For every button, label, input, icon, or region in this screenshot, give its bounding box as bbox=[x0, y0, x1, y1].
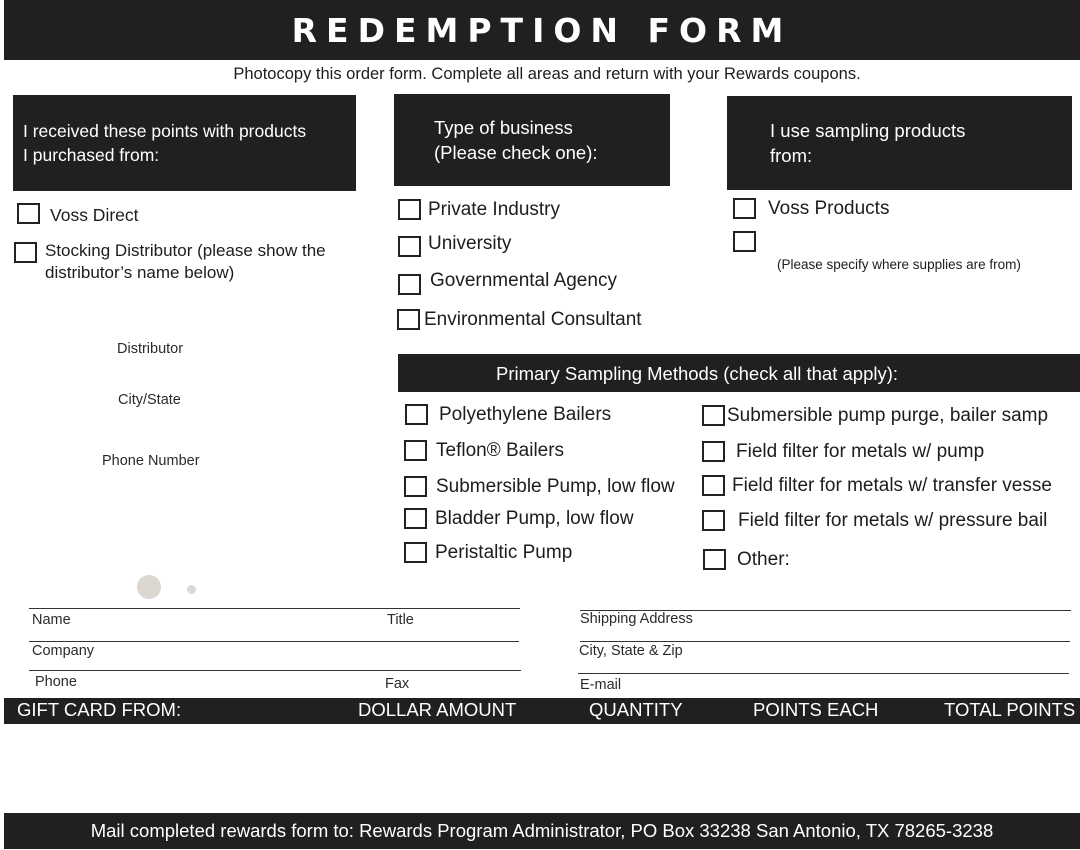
method-submersible-pump[interactable] bbox=[404, 476, 675, 498]
form-instructions: Photocopy this order form. Complete all areas and return with your Rewards coupons. bbox=[233, 65, 861, 83]
mail-to-text: Mail completed rewards form to: Rewards Program Administrator, PO Box 33238 San Antonio, TX 78265-3238 bbox=[90, 820, 994, 841]
method-field-filter-pump[interactable] bbox=[702, 441, 984, 463]
name-field[interactable]: Name bbox=[32, 612, 71, 628]
option-stocking-distributor[interactable] bbox=[14, 240, 326, 284]
option-private-industry[interactable] bbox=[398, 199, 560, 221]
option-label: Peristaltic Pump bbox=[435, 542, 573, 563]
method-teflon-bailers[interactable] bbox=[404, 440, 564, 462]
checkbox[interactable] bbox=[397, 309, 420, 330]
option-label: Environmental Consultant bbox=[424, 309, 642, 330]
field-rule bbox=[29, 608, 520, 609]
method-field-filter-pressure[interactable] bbox=[702, 510, 1047, 532]
company-field[interactable]: Company bbox=[32, 643, 95, 659]
column-quantity: QUANTITY bbox=[589, 699, 683, 720]
option-label: Field filter for metals w/ transfer vesse bbox=[732, 475, 1052, 496]
field-rule bbox=[578, 673, 1069, 674]
business-type-header-text: Type of business (Please check one): bbox=[434, 117, 598, 163]
checkbox[interactable] bbox=[14, 242, 37, 263]
distributor-label[interactable]: Distributor bbox=[117, 341, 184, 357]
form-title: REDEMPTION FORM bbox=[291, 10, 793, 50]
checkbox[interactable] bbox=[702, 475, 725, 496]
checkbox[interactable] bbox=[404, 440, 427, 461]
checkbox[interactable] bbox=[702, 441, 725, 462]
method-field-filter-transfer[interactable] bbox=[702, 475, 1052, 497]
option-label: University bbox=[428, 233, 512, 254]
option-other-source[interactable] bbox=[733, 231, 766, 252]
column-points-each: POINTS EACH bbox=[753, 699, 879, 720]
option-voss-direct[interactable] bbox=[17, 203, 139, 226]
option-label: Stocking Distributor (please show the distributor’s name below) bbox=[45, 241, 326, 282]
method-peristaltic-pump[interactable] bbox=[404, 542, 572, 564]
stain-mark bbox=[137, 575, 161, 599]
option-label: Other: bbox=[737, 549, 790, 570]
business-type-header bbox=[394, 94, 670, 186]
checkbox[interactable] bbox=[703, 549, 726, 570]
checkbox[interactable] bbox=[404, 542, 427, 563]
checkbox[interactable] bbox=[398, 274, 421, 295]
option-governmental-agency[interactable] bbox=[398, 270, 617, 295]
checkbox[interactable] bbox=[702, 510, 725, 531]
option-label: Teflon® Bailers bbox=[436, 440, 565, 461]
received-from-header bbox=[13, 95, 356, 191]
method-other[interactable] bbox=[703, 549, 790, 571]
field-rule bbox=[29, 670, 521, 671]
checkbox[interactable] bbox=[733, 198, 756, 219]
column-gift-card-from: GIFT CARD FROM: bbox=[17, 699, 182, 720]
phone-number-label[interactable]: Phone Number bbox=[102, 453, 200, 469]
option-label: Field filter for metals w/ pump bbox=[736, 441, 985, 462]
option-label: Field filter for metals w/ pressure bail bbox=[738, 510, 1048, 531]
field-rule bbox=[29, 641, 519, 642]
shipping-address-field[interactable]: Shipping Address bbox=[580, 611, 693, 627]
stain-mark bbox=[187, 585, 196, 594]
checkbox[interactable] bbox=[702, 405, 725, 426]
option-voss-products[interactable] bbox=[733, 198, 889, 220]
sampling-source-header bbox=[727, 96, 1072, 190]
option-environmental-consultant[interactable] bbox=[397, 309, 642, 331]
city-state-label[interactable]: City/State bbox=[118, 392, 181, 408]
method-purge-bailer[interactable] bbox=[702, 405, 1048, 427]
option-label: Voss Products bbox=[768, 198, 890, 219]
field-rule bbox=[580, 641, 1070, 642]
methods-header bbox=[398, 354, 1080, 392]
checkbox[interactable] bbox=[398, 236, 421, 257]
email-field[interactable]: E-mail bbox=[580, 677, 622, 693]
option-label: Private Industry bbox=[428, 199, 560, 220]
option-label: Submersible Pump, low flow bbox=[436, 476, 675, 497]
option-label: Submersible pump purge, bailer samp bbox=[727, 405, 1049, 426]
phone-field[interactable]: Phone bbox=[35, 674, 77, 690]
checkbox[interactable] bbox=[733, 231, 756, 252]
checkbox[interactable] bbox=[398, 199, 421, 220]
checkbox[interactable] bbox=[404, 508, 427, 529]
option-label: Governmental Agency bbox=[430, 270, 617, 291]
option-university[interactable] bbox=[398, 233, 511, 257]
option-label: Bladder Pump, low flow bbox=[435, 508, 634, 529]
specify-note: (Please specify where supplies are from) bbox=[777, 257, 1021, 272]
form-title-bar bbox=[4, 0, 1080, 60]
fax-field[interactable]: Fax bbox=[385, 676, 410, 692]
methods-header-text: Primary Sampling Methods (check all that apply): bbox=[496, 362, 899, 384]
city-state-zip-field[interactable]: City, State & Zip bbox=[579, 643, 683, 659]
gift-card-table-header bbox=[4, 698, 1080, 724]
method-polyethylene-bailers[interactable] bbox=[405, 404, 611, 426]
column-total-points: TOTAL POINTS bbox=[944, 699, 1076, 720]
checkbox[interactable] bbox=[17, 203, 40, 224]
mail-to-footer bbox=[4, 813, 1080, 849]
option-label: Voss Direct bbox=[50, 205, 139, 225]
sampling-source-header-text: I use sampling products from: bbox=[770, 120, 966, 166]
checkbox[interactable] bbox=[405, 404, 428, 425]
title-field[interactable]: Title bbox=[387, 612, 414, 628]
gift-card-table-body[interactable] bbox=[4, 724, 1080, 812]
column-dollar-amount: DOLLAR AMOUNT bbox=[358, 699, 517, 720]
checkbox[interactable] bbox=[404, 476, 427, 497]
method-bladder-pump[interactable] bbox=[404, 508, 634, 530]
option-label: Polyethylene Bailers bbox=[439, 404, 612, 425]
received-from-header-text: I received these points with products I purchased from: bbox=[23, 121, 307, 165]
